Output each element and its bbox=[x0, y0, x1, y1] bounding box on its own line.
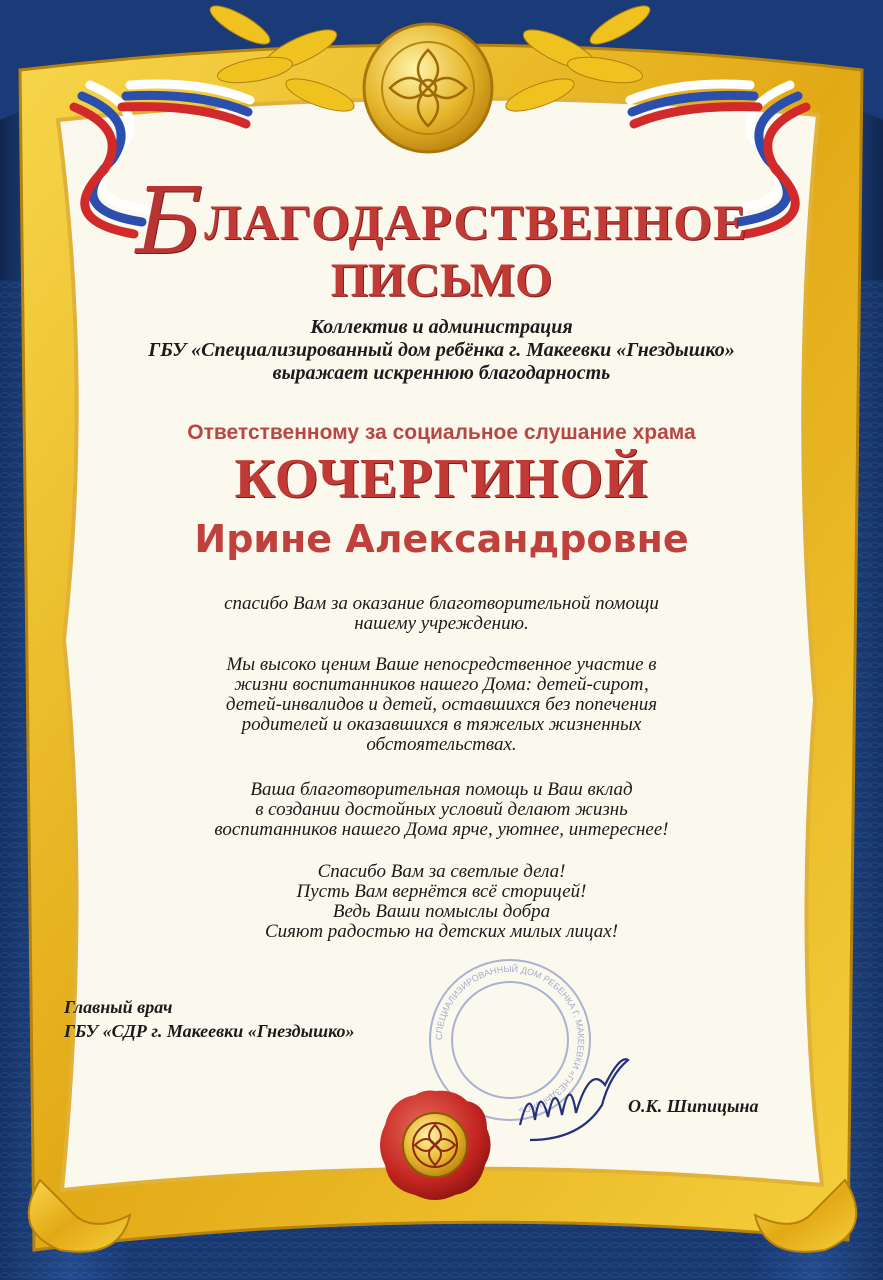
intro-line: Коллектив и администрация bbox=[310, 316, 573, 338]
body-line: нашему учреждению. bbox=[354, 613, 529, 634]
letter-title-line2: ПИСЬМО bbox=[330, 254, 553, 307]
handwritten-signature bbox=[510, 1045, 640, 1145]
body-line: детей-инвалидов и детей, оставшихся без попечения bbox=[225, 694, 658, 715]
recipient-given-names: Ирине Александровне bbox=[194, 517, 689, 561]
body-line: родителей и оказавшихся в тяжелых жизненных bbox=[241, 714, 642, 735]
title-line1-rest: ЛАГОДАРСТВЕННОЕ bbox=[204, 194, 748, 250]
body-line: жизни воспитанников нашего Дома: детей-сирот, bbox=[234, 674, 649, 695]
recipient-role: Ответственному за социальное слушание храма bbox=[187, 421, 696, 444]
intro-line: выражает искреннюю благодарность bbox=[272, 362, 611, 384]
poem-line: Ведь Ваши помыслы добра bbox=[332, 901, 551, 922]
poem-line: Пусть Вам вернётся всё сторицей! bbox=[296, 881, 587, 902]
body-poem bbox=[0, 862, 883, 942]
poem-line: Спасибо Вам за светлые дела! bbox=[317, 861, 566, 882]
signer-name: О.К. Шипицына bbox=[628, 1096, 759, 1116]
body-line: обстоятельствах. bbox=[366, 734, 517, 755]
signatory-title: Главный врач bbox=[64, 997, 173, 1017]
poem-line: Сияют радостью на детских милых лицах! bbox=[264, 921, 619, 942]
body-paragraph-1 bbox=[0, 594, 883, 634]
body-line: Ваша благотворительная помощь и Ваш вклад bbox=[250, 779, 633, 800]
signatory-position bbox=[64, 995, 355, 1043]
body-line: Мы высоко ценим Ваше непосредственное участие в bbox=[226, 654, 657, 675]
signatory-organization: ГБУ «СДР г. Макеевки «Гнездышко» bbox=[64, 1021, 355, 1041]
title-initial-letter: Б bbox=[135, 168, 205, 275]
body-line: спасибо Вам за оказание благотворительной помощи bbox=[224, 593, 659, 614]
recipient-surname: КОЧЕРГИНОЙ bbox=[234, 448, 649, 510]
wax-seal bbox=[375, 1085, 495, 1205]
gold-medallion-emblem bbox=[360, 20, 496, 156]
body-paragraph-3 bbox=[0, 780, 883, 840]
body-paragraph-2 bbox=[0, 655, 883, 755]
stamp-text: СПЕЦИАЛИЗИРОВАННЫЙ ДОМ РЕБЕНКА Г. МАКЕЕВКИ «ГНЕЗДЫШКО» bbox=[433, 963, 587, 1116]
intro-line: ГБУ «Специализированный дом ребёнка г. Макеевки «Гнездышко» bbox=[148, 339, 735, 361]
intro-block bbox=[0, 316, 883, 385]
body-line: воспитанников нашего Дома ярче, уютнее, интереснее! bbox=[214, 819, 669, 840]
body-line: в создании достойных условий делают жизнь bbox=[255, 799, 628, 820]
